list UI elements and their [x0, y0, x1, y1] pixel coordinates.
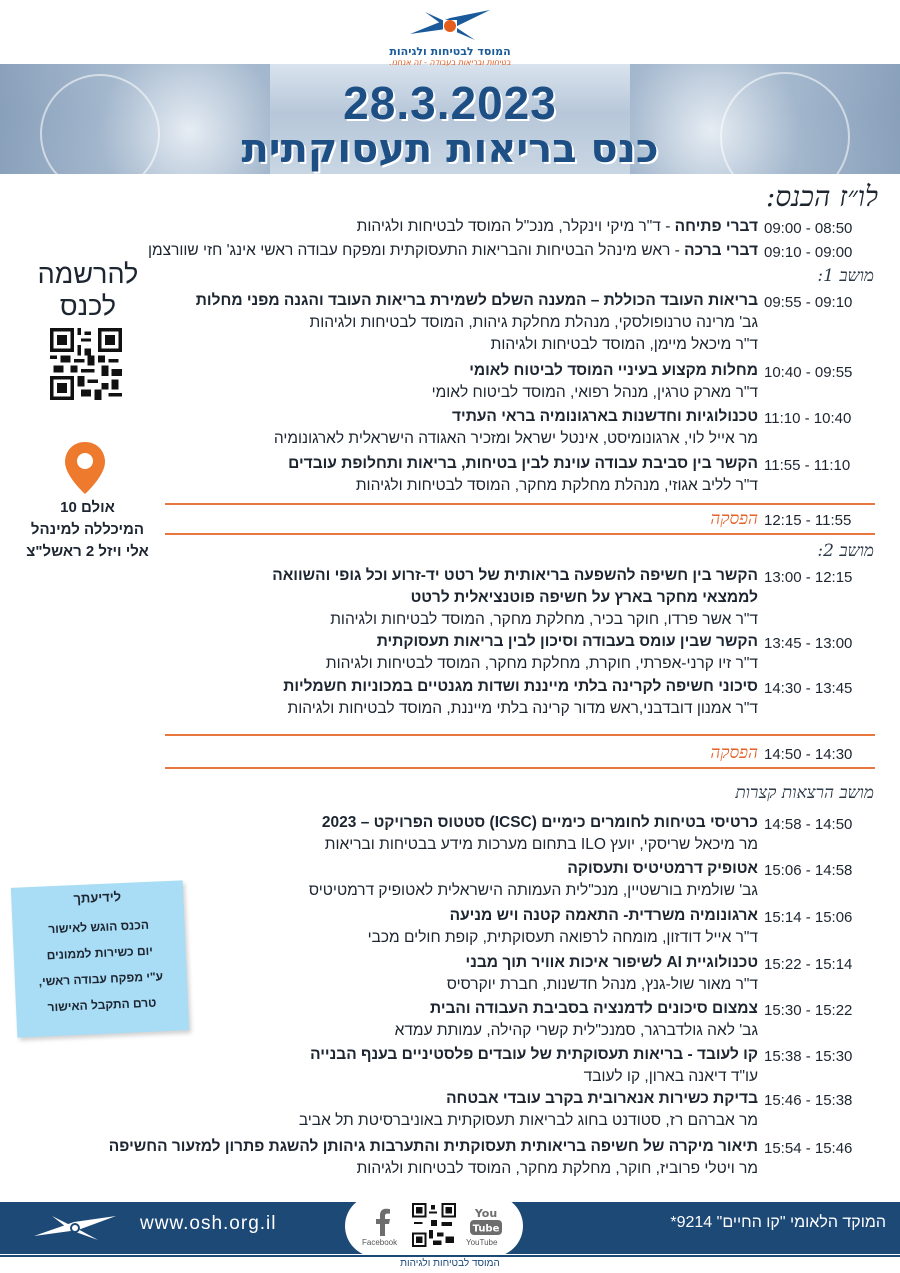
- youtube-icon[interactable]: [468, 1206, 504, 1236]
- talk-title: טכנולוגיות וחדשנות בארגונומיה בראי העתיד: [452, 408, 758, 425]
- talk-time: 10:40 - 09:55: [764, 364, 853, 381]
- greeting-entry: [148, 242, 758, 260]
- venue-hall: אולם 10: [60, 499, 115, 516]
- talk-speaker: עו"ד דיאנה בארון, קו לעובד: [583, 1068, 758, 1085]
- venue-address: [10, 497, 165, 563]
- talk-title-continued: לממצאי מחקר בארץ על חשיפה פוטנציאלית לרטט: [410, 589, 758, 606]
- talk-title: הקשר שבין עומס בעבודה וסיכון לבין בריאות תעסוקתית: [376, 633, 758, 650]
- talk-speaker: ד"ר מארק טרגין, מנהל רפואי, המוסד לביטוח לאומי: [431, 384, 758, 401]
- footer-divider: [0, 1255, 900, 1257]
- notice-sticky-note: [11, 880, 189, 1037]
- talk-title: קו לעובד - בריאות תעסוקתית של עובדים פלסטיניים בענף הבנייה: [310, 1046, 758, 1063]
- break-time: 12:15 - 11:55: [764, 512, 852, 529]
- session-3-label: מושב הרצאות קצרות: [735, 783, 874, 803]
- talk-time: 11:55 - 11:10: [764, 457, 851, 474]
- conference-date: 28.3.2023: [343, 77, 557, 129]
- talk-time: 14:30 - 13:45: [764, 680, 853, 697]
- venue-name: המיכללה למינהל: [30, 521, 145, 538]
- entry-title: דברי ברכה: [684, 242, 758, 259]
- talk-speaker: ד"ר לליב אגוזי, מנהלת מחלקת מחקר, המוסד לבטיחות ולגיהות: [355, 477, 758, 494]
- talk-title: ארגונומיה משרדית- התאמה קטנה ויש מניעה: [449, 907, 758, 924]
- notice-title: לידיעתך: [73, 889, 122, 907]
- institute-logo-icon: [405, 4, 495, 44]
- talk-speaker: גב' שולמית בורשטיין, מנכ"לית העמותה הישראלית לאטופיק דרמטיטיס: [308, 882, 758, 899]
- registration-title-line: להרשמה: [37, 259, 139, 289]
- logo-tagline: בטיחות ובריאות בעבודה - זה אנחנו.: [389, 58, 511, 67]
- talk-speaker: ד"ר אשר פרדו, חוקר בכיר, מחלקת מחקר, המוסד לבטיחות ולגיהות: [330, 611, 758, 628]
- notice-line: יום כשירות לממונים: [46, 943, 154, 963]
- entry-title: דברי פתיחה: [674, 218, 758, 235]
- divider-line: [165, 533, 875, 535]
- divider-line: [165, 734, 875, 736]
- talk-time: 13:00 - 12:15: [764, 569, 853, 586]
- registration-qr-code[interactable]: [50, 328, 122, 400]
- talk-time: 11:10 - 10:40: [764, 410, 852, 427]
- session-2-label: מושב 2:: [817, 541, 874, 561]
- break-label: הפסקה: [710, 743, 758, 763]
- talk-title: הקשר בין חשיפה להשפעה בריאותית של רטט יד-זרוע וכל גופי והשוואה: [272, 567, 758, 584]
- talk-speaker: ד"ר זיו קרני-אפרתי, חוקרת, מחלקת מחקר, המוסד לבטיחות ולגיהות: [325, 655, 758, 672]
- logo-name: המוסד לבטיחות ולגיהות: [389, 45, 511, 58]
- talk-title: צמצום סיכונים לדמנציה בסביבת העבודה והבית: [430, 1000, 758, 1017]
- break-label: הפסקה: [710, 509, 758, 529]
- talk-time: 13:45 - 13:00: [764, 635, 853, 652]
- header-banner: [0, 64, 900, 174]
- facebook-icon[interactable]: [372, 1208, 394, 1236]
- talk-title: בריאות העובד הכוללת – המענה השלם לשמירת בריאות העובד והגנה מפני מחלות: [195, 292, 758, 309]
- venue-street: אלי ויזל 2 ראשל"צ: [26, 543, 149, 560]
- break-time: 14:50 - 14:30: [764, 746, 853, 763]
- greeting-time: 09:10 - 09:00: [764, 244, 853, 261]
- talk-time: 15:22 - 15:14: [764, 956, 853, 973]
- opening-entry: [357, 218, 758, 236]
- session-1-label: מושב 1:: [817, 266, 874, 286]
- talk-time: 15:06 - 14:58: [764, 862, 853, 879]
- talk-time: 15:38 - 15:30: [764, 1048, 853, 1065]
- talk-title: אטופיק דרמטיטיס ותעסוקה: [567, 860, 758, 877]
- talk-title: כרטיסי בטיחות לחומרים כימיים (ICSC) סטטוס הפרויקט – 2023: [321, 814, 758, 831]
- svg-text:Tube: Tube: [472, 1223, 500, 1235]
- registration-title-line: לכנס: [59, 291, 117, 321]
- talk-time: 15:46 - 15:38: [764, 1092, 853, 1109]
- registration-title: [18, 258, 158, 322]
- notice-body: [12, 910, 188, 1021]
- hotline-text: המוקד הלאומי "קו החיים" 9214*: [670, 1214, 886, 1231]
- facebook-label: Facebook: [362, 1238, 398, 1247]
- notice-line: הכנס הוגש לאישור: [47, 917, 150, 937]
- talk-time: 15:14 - 15:06: [764, 909, 853, 926]
- talk-speaker: גב' לאה גולדברגר, סמנכ"לית קשרי קהילה, עמותת עמדא: [394, 1022, 758, 1039]
- notice-line: טרם התקבל האישור: [47, 995, 157, 1015]
- page-header: [0, 0, 900, 175]
- conference-title: כנס בריאות תעסוקתית: [241, 126, 659, 172]
- schedule-title: לו״ז הכנס:: [765, 180, 878, 213]
- youtube-label: YouTube: [466, 1238, 498, 1247]
- talk-speaker: ד"ר אמנון דובדבני,ראש מדור קרינה בלתי מייננת, המוסד לבטיחות ולגיהות: [287, 700, 758, 717]
- footer-caption: המוסד לבטיחות ולגיהות: [400, 1258, 500, 1269]
- svg-text:You: You: [474, 1207, 498, 1220]
- talk-speaker: ד"ר מיכאל מיימן, המוסד לבטיחות ולגיהות: [490, 336, 758, 353]
- divider-line: [165, 767, 875, 769]
- footer-qr-code[interactable]: [412, 1203, 456, 1247]
- talk-title: בדיקת כשירות אנארובית בקרב עובדי אבטחה: [446, 1090, 758, 1107]
- talk-speaker: מר אברהם רז, סטודנט בחוג לבריאות תעסוקתית באוניברסיטת תל אביב: [298, 1112, 758, 1129]
- talk-title: טכנולוגיית AI לשיפור איכות אוויר תוך מבני: [465, 954, 758, 971]
- talk-title: הקשר בין סביבת עבודה עוינת לבין בטיחות, בריאות ותחלופת עובדים: [288, 455, 758, 472]
- talk-title: תיאור מיקרה של חשיפה בריאותית תעסוקתית והתערבות גיהותן להשגת פתרון למזעור החשיפה: [108, 1138, 758, 1155]
- institute-logo[interactable]: [340, 4, 560, 67]
- talk-time: 09:55 - 09:10: [764, 294, 853, 311]
- talk-speaker: מר ויטלי פרוביז, חוקר, מחלקת מחקר, המוסד לבטיחות ולגיהות: [356, 1160, 758, 1177]
- talk-time: 15:54 - 15:46: [764, 1140, 853, 1157]
- divider-line: [165, 503, 875, 505]
- talk-speaker: ד"ר מאור שול-גנץ, מנהל חדשנות, חברת יוקרסיס: [446, 976, 758, 993]
- entry-text: - ד"ר מיקי וינקלר, מנכ"ל המוסד לבטיחות ולגיהות: [356, 218, 675, 235]
- location-pin-icon: [62, 440, 108, 496]
- talk-speaker: מר מיכאל שריסקי, יועץ ILO בתחום מערכות מידע בבטיחות ובריאות: [324, 836, 758, 853]
- entry-text: - ראש מינהל הבטיחות והבריאות התעסוקתית ומפקח עבודה ראשי אינג' חזי שוורצמן: [147, 242, 685, 259]
- talk-title: מחלות מקצוע בעיניי המוסד לביטוח לאומי: [469, 362, 758, 379]
- talk-speaker: גב' מרינה טרנופולסקי, מנהלת מחלקת גיהות, המוסד לבטיחות ולגיהות: [309, 314, 758, 331]
- talk-title: סיכוני חשיפה לקרינה בלתי מייננת ושדות מגנטיים במכוניות חשמליות: [283, 678, 758, 695]
- website-link[interactable]: www.osh.org.il: [140, 1213, 277, 1234]
- footer-logo-icon: [30, 1210, 120, 1244]
- talk-speaker: מר אייל לוי, ארגונומיסט, אינטל ישראל ומזכיר האגודה הישראלית לארגונומיה: [273, 430, 758, 447]
- talk-time: 15:30 - 15:22: [764, 1002, 853, 1019]
- opening-time: 09:00 - 08:50: [764, 220, 853, 237]
- talk-time: 14:58 - 14:50: [764, 816, 853, 833]
- talk-speaker: ד"ר אייל דודזון, מומחה לרפואה תעסוקתית, קופת חולים מכבי: [367, 929, 758, 946]
- notice-line: ע"י מפקח עבודה ראשי,: [38, 969, 164, 989]
